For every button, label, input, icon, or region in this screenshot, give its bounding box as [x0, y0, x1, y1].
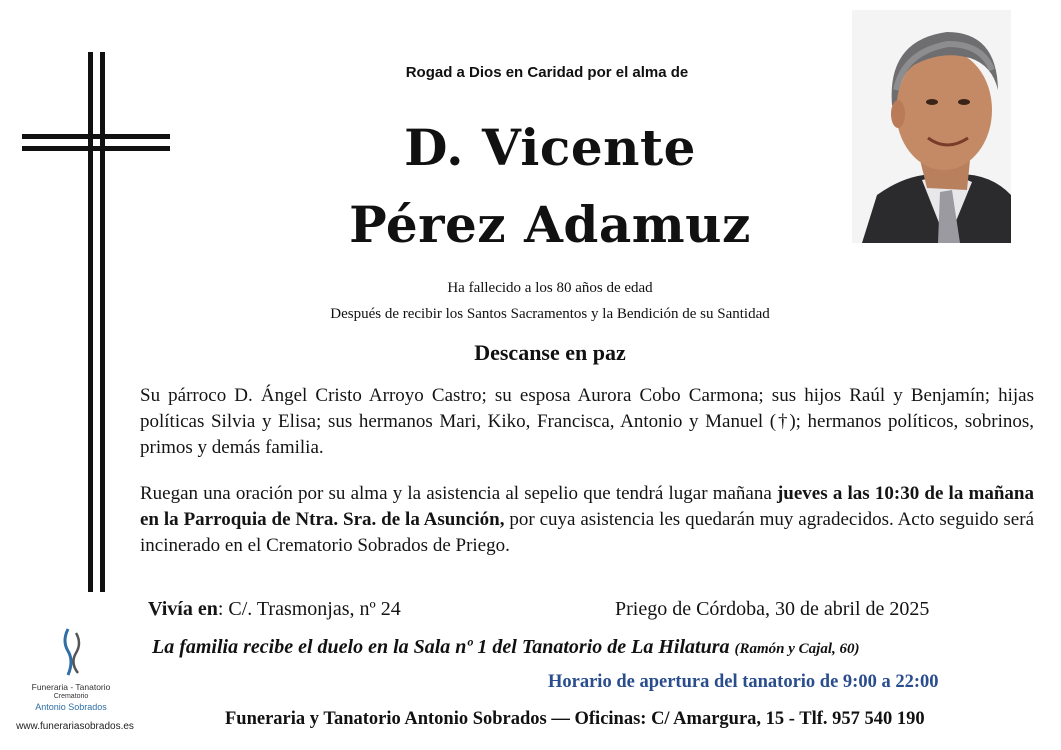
service-intro: Ruegan una oración por su alma y la asistencia al sepelio que tendrá lugar mañana [140, 483, 777, 504]
mourning-notice [152, 636, 860, 659]
service-outro: por cuya asistencia les quedarán muy agradecidos. Acto seguido será incinerado en el Crematorio Sobrados de Priego. [140, 509, 1034, 556]
service-paragraph [140, 481, 1034, 559]
funeral-home-logo-icon [60, 627, 86, 677]
prayer-heading: Rogad a Dios en Caridad por el alma de [405, 64, 689, 81]
deceased-name-line2: Pérez Adamuz [349, 195, 751, 254]
place-date: Priego de Córdoba, 30 de abril de 2025 [615, 598, 930, 620]
mourning-address: (Ramón y Cajal, 60) [734, 641, 860, 657]
residence-value: : C/. Trasmonjas, nº 24 [217, 598, 401, 620]
website-link[interactable]: www.funerariasobrados.es [16, 721, 134, 732]
residence [148, 598, 401, 621]
funeral-home-footer: Funeraria y Tanatorio Antonio Sobrados — Oficinas: C/ Amargura, 15 - Tlf. 957 540 190 [225, 709, 925, 729]
age-text: Ha fallecido a los 80 años de edad [447, 280, 653, 296]
logo-line3: Antonio Sobrados [35, 702, 107, 712]
logo-line2: Crematorio [53, 693, 89, 700]
opening-hours: Horario de apertura del tanatorio de 9:00 a 22:00 [548, 672, 939, 692]
deceased-name-line1: D. Vicente [404, 118, 696, 177]
sacraments-text: Después de recibir los Santos Sacramentos y la Bendición de su Santidad [330, 306, 770, 322]
mourning-text: La familia recibe el duelo en la Sala nº 1 del Tanatorio de La Hilatura [152, 636, 735, 658]
family-paragraph: Su párroco D. Ángel Cristo Arroyo Castro; su esposa Aurora Cobo Carmona; sus hijos Raúl y Benjamín; hijas políticas Silvia y Elisa; sus hermanos Mari, Kiko, Francisca, Antonio y Manuel (†); hermanos políticos, sobrinos, primos y demás familia. [140, 385, 1034, 458]
portrait-photo [852, 10, 1011, 243]
rest-in-peace: Descanse en paz [474, 340, 626, 365]
residence-label: Vivía en [148, 598, 218, 620]
service-time-place: jueves a las 10:30 de la mañana en la Parroquia de Ntra. Sra. de la Asunción, [140, 483, 1034, 530]
logo-line1: Funeraria - Tanatorio [31, 682, 111, 692]
